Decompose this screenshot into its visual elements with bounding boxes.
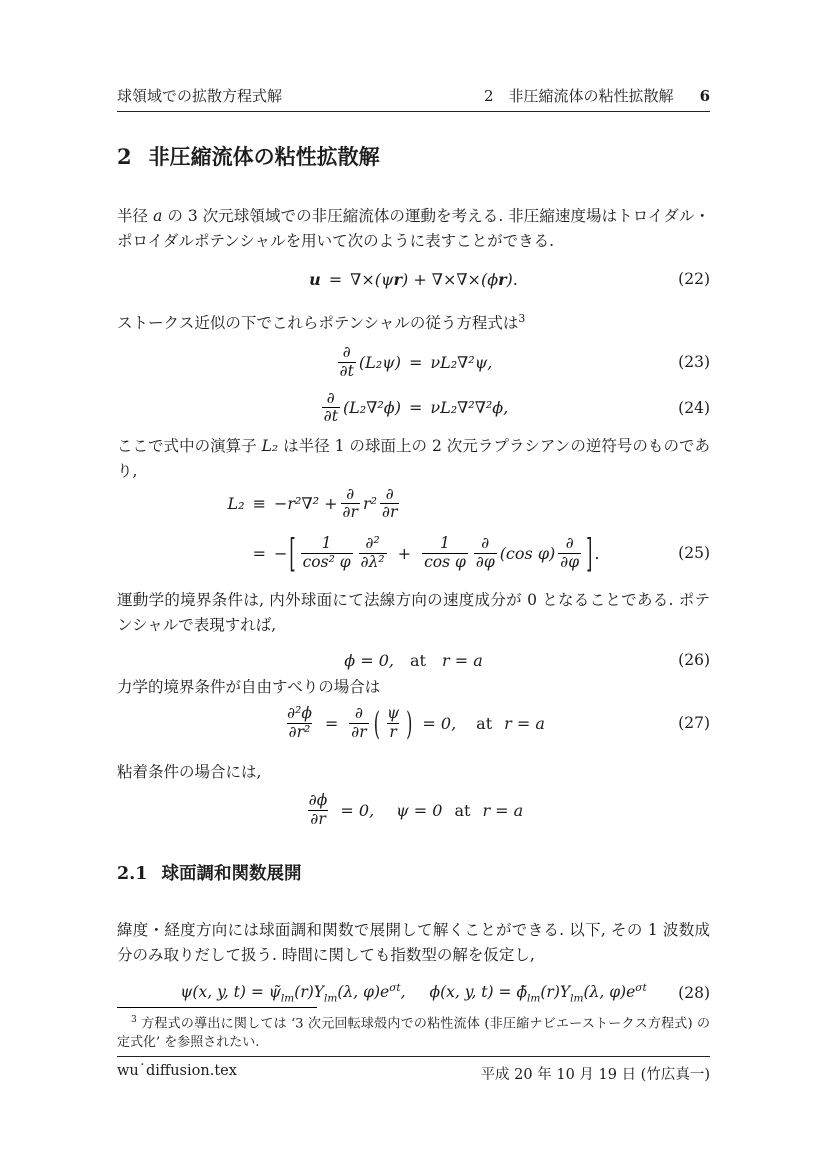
footnote-marker: 3 xyxy=(131,1015,137,1026)
equals-sign: = xyxy=(328,269,343,289)
math-u-bold: u xyxy=(309,269,321,289)
equations-23-24 xyxy=(117,344,710,425)
plus-sign: + xyxy=(397,543,412,563)
equation-25-lhs: L₂ xyxy=(227,493,245,513)
equation-27 xyxy=(117,704,710,742)
math-term: r² xyxy=(362,493,378,513)
left-bracket: [ xyxy=(289,530,296,576)
fraction xyxy=(359,535,387,571)
numerator: ∂ xyxy=(385,484,394,503)
numerator: 1 xyxy=(440,534,450,553)
period: . xyxy=(594,543,600,563)
minus-sign: − xyxy=(273,543,288,563)
header-section-ref: 2 非圧縮流体の粘性拡散解 xyxy=(484,87,674,105)
fraction xyxy=(422,535,468,571)
section-title: 非圧縮流体の粘性拡散解 xyxy=(148,145,380,169)
phi-tilde: ϕ̃ xyxy=(516,983,528,1002)
denominator: ∂φ xyxy=(475,552,495,571)
fraction xyxy=(474,535,497,571)
math-term: r = a xyxy=(504,713,545,733)
subsection-number: 2.1 xyxy=(117,864,148,885)
at-label: at xyxy=(476,713,493,733)
math-term: ψ = 0 xyxy=(396,800,443,820)
page-header xyxy=(117,0,710,106)
math-term: r = a xyxy=(441,650,483,670)
equals-sign: = xyxy=(408,398,423,418)
header-rule xyxy=(117,111,710,112)
equation-24-rhs: νL₂∇²∇²ϕ, xyxy=(430,398,509,418)
equation-tag: (26) xyxy=(678,651,710,670)
math-term: (L₂ψ) xyxy=(358,352,401,372)
fraction xyxy=(338,344,356,380)
math-term xyxy=(180,982,405,1004)
math-term: = 0, xyxy=(422,713,457,733)
header-page-number: 6 xyxy=(699,87,710,105)
math-term: (r)Y xyxy=(540,983,571,1002)
numerator: ∂ϕ xyxy=(308,791,328,810)
paragraph-operator xyxy=(117,434,710,484)
paragraph-text: ここで式中の演算子 xyxy=(117,436,262,455)
numerator: ∂ xyxy=(481,534,490,553)
fraction xyxy=(385,705,401,741)
fraction xyxy=(307,792,330,828)
paragraph-text: 半径 xyxy=(117,207,154,225)
denominator: ∂r xyxy=(382,502,398,521)
paragraph-intro xyxy=(117,204,710,254)
section-number: 2 xyxy=(117,144,132,169)
left-paren: ( xyxy=(373,704,380,743)
equation-28 xyxy=(117,981,710,1005)
equation-26 xyxy=(117,648,710,672)
paragraph-text: は半径 1 の球面上の 2 次元ラプラシアンの逆符号のものであり, xyxy=(117,436,710,480)
superscript-sigma-t: σt xyxy=(635,981,647,994)
footnote-text: 方程式の導出に関しては ‘3 次元回転球殻内での粘性流体 (非圧縮ナビエーストークス方程式) の定式化’ を参照されたい. xyxy=(117,1016,710,1051)
var-L2: L₂ xyxy=(261,436,279,455)
equals-sign: = xyxy=(408,352,423,372)
equals-sign: = xyxy=(324,713,339,733)
math-term xyxy=(430,982,647,1004)
equiv-sign: ≡ xyxy=(252,493,266,513)
numerator: ∂ xyxy=(326,388,335,407)
paragraph-noslip-bc: 粘着条件の場合には, xyxy=(117,763,262,782)
spacer xyxy=(117,362,319,363)
equation-tag: (24) xyxy=(678,398,710,417)
spacer xyxy=(117,503,228,504)
at-label: at xyxy=(410,650,426,670)
denominator: ∂r xyxy=(310,809,326,828)
subscript-lm: lm xyxy=(527,992,541,1005)
equation-23-rhs: νL₂∇²ψ, xyxy=(430,352,493,372)
numerator: ∂ xyxy=(355,704,364,723)
text-block xyxy=(117,0,710,1052)
footnote-rule xyxy=(117,1007,317,1008)
right-bracket: ] xyxy=(586,530,593,576)
paragraph-stokes xyxy=(117,306,710,336)
fraction xyxy=(301,535,353,571)
subscript-lm: lm xyxy=(280,992,295,1005)
footer-date-author: 平成 20 年 10 月 19 日 (竹広真一) xyxy=(480,1067,710,1083)
page-footer xyxy=(117,1056,710,1084)
math-term: ψ(x, y, t) = xyxy=(180,983,269,1002)
subscript-lm: lm xyxy=(324,992,338,1005)
denominator: ∂φ xyxy=(560,552,580,571)
math-r-bold: r xyxy=(498,269,507,289)
equation-tag: (25) xyxy=(678,544,710,563)
header-doc-title: 球領域での拡散方程式解 xyxy=(117,87,283,105)
comma: , xyxy=(400,983,406,1002)
math-term: = 0, xyxy=(340,800,375,820)
denominator: ∂r² xyxy=(288,722,311,741)
math-term: (λ, φ)e xyxy=(337,983,390,1002)
at-label: at xyxy=(454,800,471,820)
denominator: cos² φ xyxy=(302,552,351,571)
denominator: cos φ xyxy=(424,552,466,571)
subsection-heading xyxy=(117,861,710,887)
numerator: ∂ xyxy=(346,484,355,503)
subsection-title: 球面調和関数展開 xyxy=(161,864,302,885)
cos-factor: (cos φ) xyxy=(499,543,556,563)
equation-25 xyxy=(117,484,710,576)
math-r-bold: r xyxy=(393,269,402,289)
footnote-reference: 3 xyxy=(518,312,526,325)
footer-filename: wu˙diffusion.tex xyxy=(117,1063,237,1079)
header-right xyxy=(484,86,710,106)
footnote xyxy=(117,1011,710,1052)
math-term: ∇×(ψ xyxy=(350,269,394,289)
equation-tag: (22) xyxy=(678,270,710,288)
subscript-lm: lm xyxy=(570,992,584,1005)
equation-tag: (27) xyxy=(678,714,710,733)
numerator: 1 xyxy=(321,534,332,553)
equation-25-line2 xyxy=(273,530,600,576)
numerator: ∂²ϕ xyxy=(287,704,312,723)
equation-23-lhs xyxy=(335,344,401,380)
fraction xyxy=(380,486,399,522)
equation-24-lhs xyxy=(319,390,401,426)
spacer xyxy=(599,503,710,504)
fraction xyxy=(349,705,368,741)
spacer xyxy=(117,407,319,408)
equation-noslip xyxy=(117,791,710,829)
equation-25-line1 xyxy=(274,486,402,522)
fraction xyxy=(341,486,360,522)
right-paren: ) xyxy=(406,704,413,743)
math-term: ). xyxy=(506,269,518,289)
paragraph-freeslip-bc: 力学的境界条件が自由すべりの場合は xyxy=(117,678,381,697)
paragraph-harmonics: 緯度・経度方向には球面調和関数で展開して解くことができる. 以下, その 1 波数成分のみ取りだして扱う. 時間に関しても指数型の解を仮定し, xyxy=(117,921,710,965)
paragraph-kinematic-bc: 運動学的境界条件は, 内外球面にて法線方向の速度成分が 0 となることである. ポテンシャルで表現すれば, xyxy=(117,591,710,635)
math-term: (L₂∇²ϕ) xyxy=(342,398,401,418)
math-term: ) + ∇×∇×(ϕ xyxy=(401,269,499,289)
numerator: ∂² xyxy=(365,534,380,553)
math-term: ϕ = 0, xyxy=(344,650,394,670)
denominator: ∂λ² xyxy=(360,552,385,571)
equals-sign: = xyxy=(252,543,266,563)
denominator: ∂t xyxy=(339,361,354,380)
var-a: a xyxy=(153,207,163,225)
denominator: ∂r xyxy=(351,722,367,741)
denominator: r xyxy=(389,722,397,741)
section-heading xyxy=(117,142,710,172)
equation-22 xyxy=(117,266,710,292)
equation-tag: (28) xyxy=(678,984,710,1003)
math-term: (λ, φ)e xyxy=(583,983,636,1002)
paragraph-text: ストークス近似の下でこれらポテンシャルの従う方程式は xyxy=(117,314,519,333)
fraction xyxy=(322,390,340,426)
numerator: ∂ xyxy=(565,534,574,553)
denominator: ∂t xyxy=(323,407,338,426)
numerator: ∂ xyxy=(342,343,351,362)
paragraph-text: の 3 次元球領域での非圧縮流体の運動を考える. 非圧縮速度場はトロイダル・ポロイダルポテンシャルを用いて次のように表すことができる. xyxy=(117,207,710,250)
math-term: −r²∇² + xyxy=(273,493,338,513)
psi-tilde: ψ̃ xyxy=(268,983,281,1002)
equation-tag: (23) xyxy=(678,353,710,372)
numerator: ψ xyxy=(386,704,400,723)
math-term: ϕ(x, y, t) = xyxy=(429,983,517,1002)
math-term: (r)Y xyxy=(294,983,325,1002)
superscript-sigma-t: σt xyxy=(389,981,401,994)
denominator: ∂r xyxy=(342,502,358,521)
math-term: r = a xyxy=(482,800,524,820)
fraction xyxy=(558,535,581,571)
spacer xyxy=(117,553,228,554)
fraction xyxy=(285,705,314,741)
